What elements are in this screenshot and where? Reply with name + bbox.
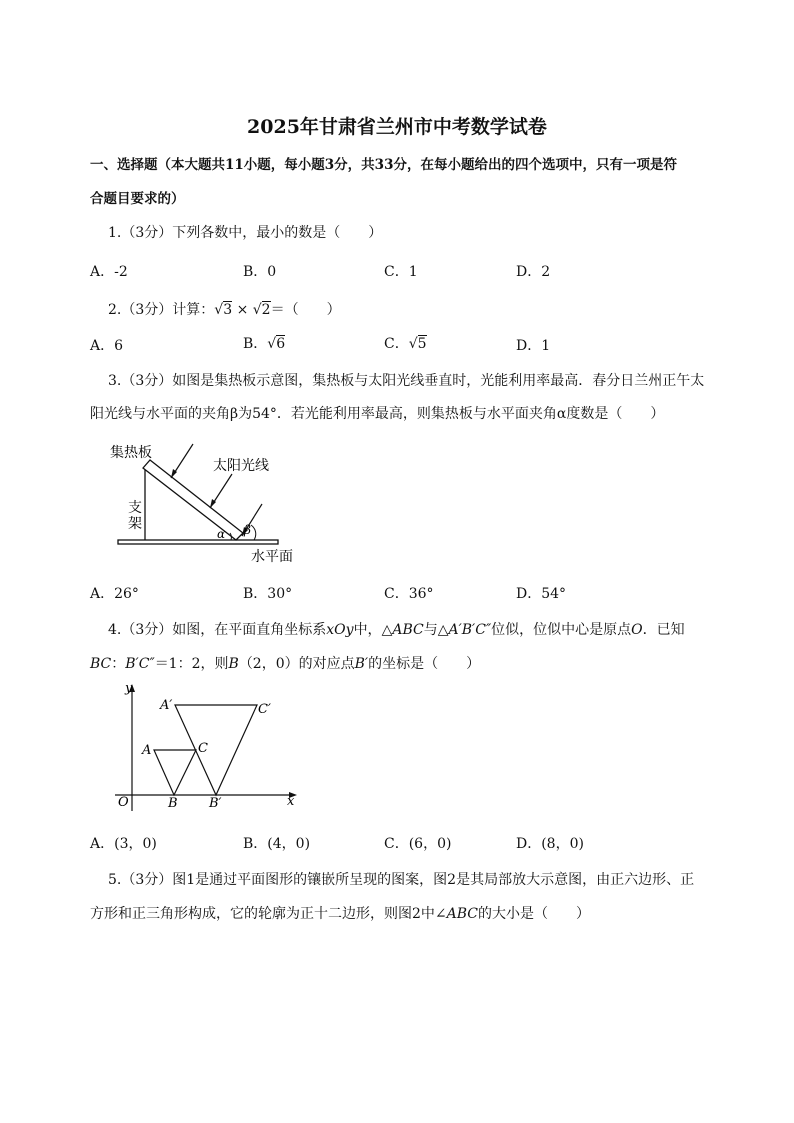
label-c: C [198,741,208,756]
page-title: 2025年甘肃省兰州市中考数学试卷 [247,116,547,138]
q3-option-b: B．30° [243,586,293,602]
q2-option-d: D．1 [516,338,551,354]
ground-label: 水平面 [251,549,293,565]
q1-option-d: D．2 [516,264,551,280]
q2-times: × [236,302,249,318]
q3-option-a: A．26° [90,586,139,602]
label-b2: B′ [209,796,222,811]
q1-option-c: C．1 [384,264,418,280]
label-y: y [125,681,133,696]
section-heading-line1: 一、选择题（本大题共11小题，每小题3分，共33分，在每小题给出的四个选项中，只有一项是符 [90,157,677,173]
triangle-abc [154,750,196,795]
q4-coordinate-figure [105,676,305,821]
beta-arc [251,525,256,540]
label-a: A [142,743,152,758]
beta-label: β [244,523,251,537]
label-x: x [287,794,295,809]
alpha-label: α [217,527,226,541]
q5-stem-line1: 5.（3分）图1是通过平面图形的镶嵌所呈现的图案，图2是其局部放大示意图，由正六边形、正 [108,872,695,888]
q2-option-c: C．√5 [384,336,427,352]
q3-option-c: C．36° [384,586,434,602]
q3-option-d: D．54° [516,586,567,602]
q4-option-a: A．(3，0) [90,836,157,852]
q5-stem-line2: 方形和正三角形构成，它的轮廓为正十二边形，则图2中∠ABC的大小是（ ） [90,906,591,922]
label-a2: A′ [160,698,173,713]
q3-stem-line1: 3.（3分）如图是集热板示意图，集热板与太阳光线垂直时，光能利用率最高．春分日兰州正午太 [108,373,705,389]
label-c2: C′ [258,702,271,717]
panel-label: 集热板 [110,445,152,461]
support-label-2: 架 [128,516,142,532]
q3-solar-panel-figure [100,432,340,572]
q2-stem-prefix: 2.（3分）计算： [108,302,215,318]
q1-option-a: A．-2 [90,264,128,280]
q4-option-b: B．(4，0) [243,836,311,852]
q4-stem-line2: BC：B′C″＝1：2，则B（2，0）的对应点B′的坐标是（ ） [90,656,481,672]
q2-sqrt-a: √3 [214,302,233,318]
support-label-1: 支 [128,500,142,516]
sunlight-label: 太阳光线 [213,458,269,474]
q2-stem-suffix: ＝（ ） [270,302,341,318]
ground-line [118,540,278,544]
q2-sqrt-b: √2 [252,302,271,318]
q4-stem-line1: 4.（3分）如图，在平面直角坐标系xOy中，△ABC与△A′B′C″位似，位似中心是原点O．已知 [108,622,685,638]
label-b: B [168,796,178,811]
q2-option-b: B．√6 [243,336,286,352]
q3-stem-line2: 阳光线与水平面的夹角β为54°．若光能利用率最高，则集热板与水平面夹角α度数是（ ） [90,406,665,422]
section-heading-line2: 合题目要求的） [90,191,185,207]
q1-stem: 1.（3分）下列各数中，最小的数是（ ） [108,225,383,241]
q4-option-d: D．(8，0) [516,836,584,852]
q1-option-b: B．0 [243,264,277,280]
label-origin: O [118,795,129,810]
q2-stem [108,299,341,319]
q2-option-a: A．6 [90,338,124,354]
q4-option-c: C．(6，0) [384,836,452,852]
